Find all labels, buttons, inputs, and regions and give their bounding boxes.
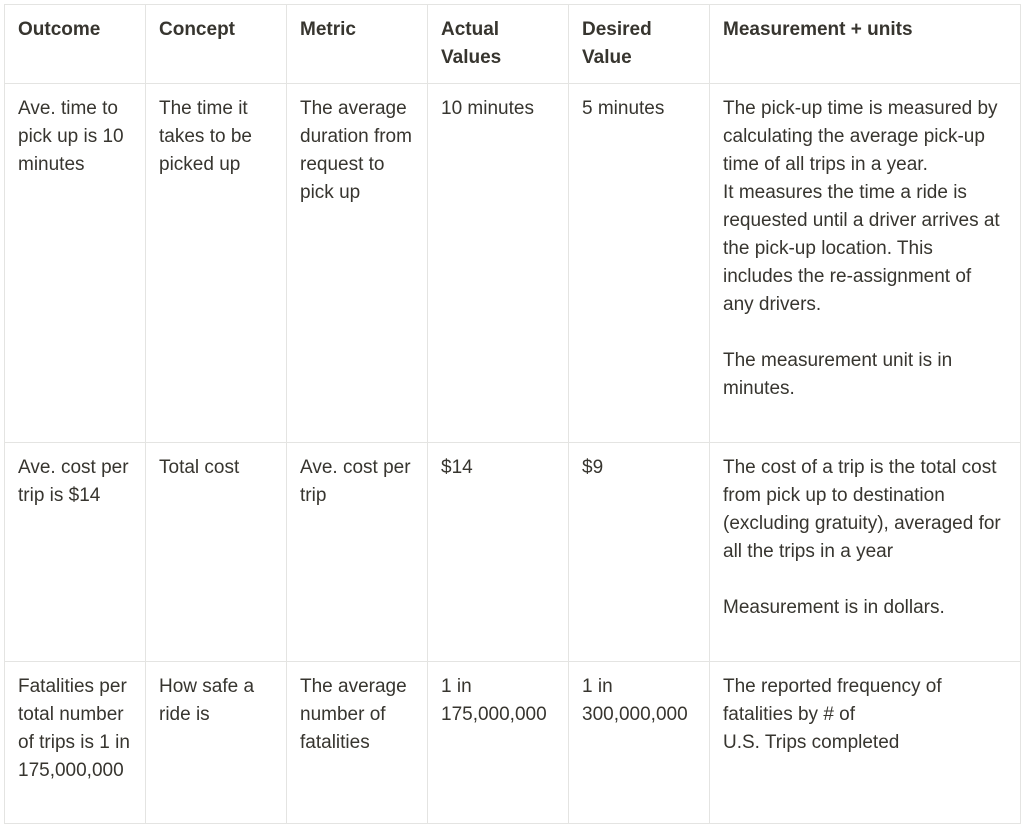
measurement-paragraph: The measurement unit is in minutes. (723, 350, 953, 399)
cell-desired-value: 5 minutes (569, 84, 710, 443)
cell-actual-value: 10 minutes (428, 84, 569, 443)
paragraph-gap (723, 566, 1007, 594)
cell-measurement (710, 84, 1021, 443)
measurement-paragraph: It measures the time a ride is requested until a driver arrives at the pick-up location. This includes the re-assignment of any drivers. (723, 182, 1000, 315)
metrics-table-container (4, 4, 1021, 824)
header-measurement-units: Measurement + units (710, 5, 1021, 84)
measurement-paragraph: U.S. Trips completed (723, 732, 900, 753)
measurement-paragraph: Measurement is in dollars. (723, 597, 945, 618)
header-concept: Concept (146, 5, 287, 84)
cell-concept: The time it takes to be picked up (146, 84, 287, 443)
cell-actual-value: 1 in 175,000,000 (428, 662, 569, 824)
header-outcome: Outcome (5, 5, 146, 84)
cell-concept: Total cost (146, 443, 287, 662)
cell-metric: The average number of fatalities (287, 662, 428, 824)
table-row (5, 443, 1021, 662)
paragraph-gap (723, 319, 1007, 347)
table-header-row (5, 5, 1021, 84)
measurement-paragraph: The pick-up time is measured by calculating the average pick-up time of all trips in a year. (723, 98, 998, 175)
cell-desired-value: 1 in 300,000,000 (569, 662, 710, 824)
table-row (5, 84, 1021, 443)
header-metric: Metric (287, 5, 428, 84)
cell-desired-value: $9 (569, 443, 710, 662)
cell-concept: How safe a ride is (146, 662, 287, 824)
table-row (5, 662, 1021, 824)
measurement-paragraph: The reported frequency of fatalities by # of (723, 676, 942, 725)
cell-measurement (710, 662, 1021, 824)
cell-actual-value: $14 (428, 443, 569, 662)
cell-measurement (710, 443, 1021, 662)
cell-metric: The average duration from request to pick up (287, 84, 428, 443)
metrics-table (4, 4, 1021, 824)
header-actual-values: Actual Values (428, 5, 569, 84)
header-desired-value: Desired Value (569, 5, 710, 84)
cell-outcome: Ave. cost per trip is $14 (5, 443, 146, 662)
cell-outcome: Fatalities per total number of trips is 1 in 175,000,000 (5, 662, 146, 824)
measurement-paragraph: The cost of a trip is the total cost from pick up to destination (excluding gratuity), averaged for all the trips in a year (723, 457, 1001, 562)
cell-outcome: Ave. time to pick up is 10 minutes (5, 84, 146, 443)
cell-metric: Ave. cost per trip (287, 443, 428, 662)
